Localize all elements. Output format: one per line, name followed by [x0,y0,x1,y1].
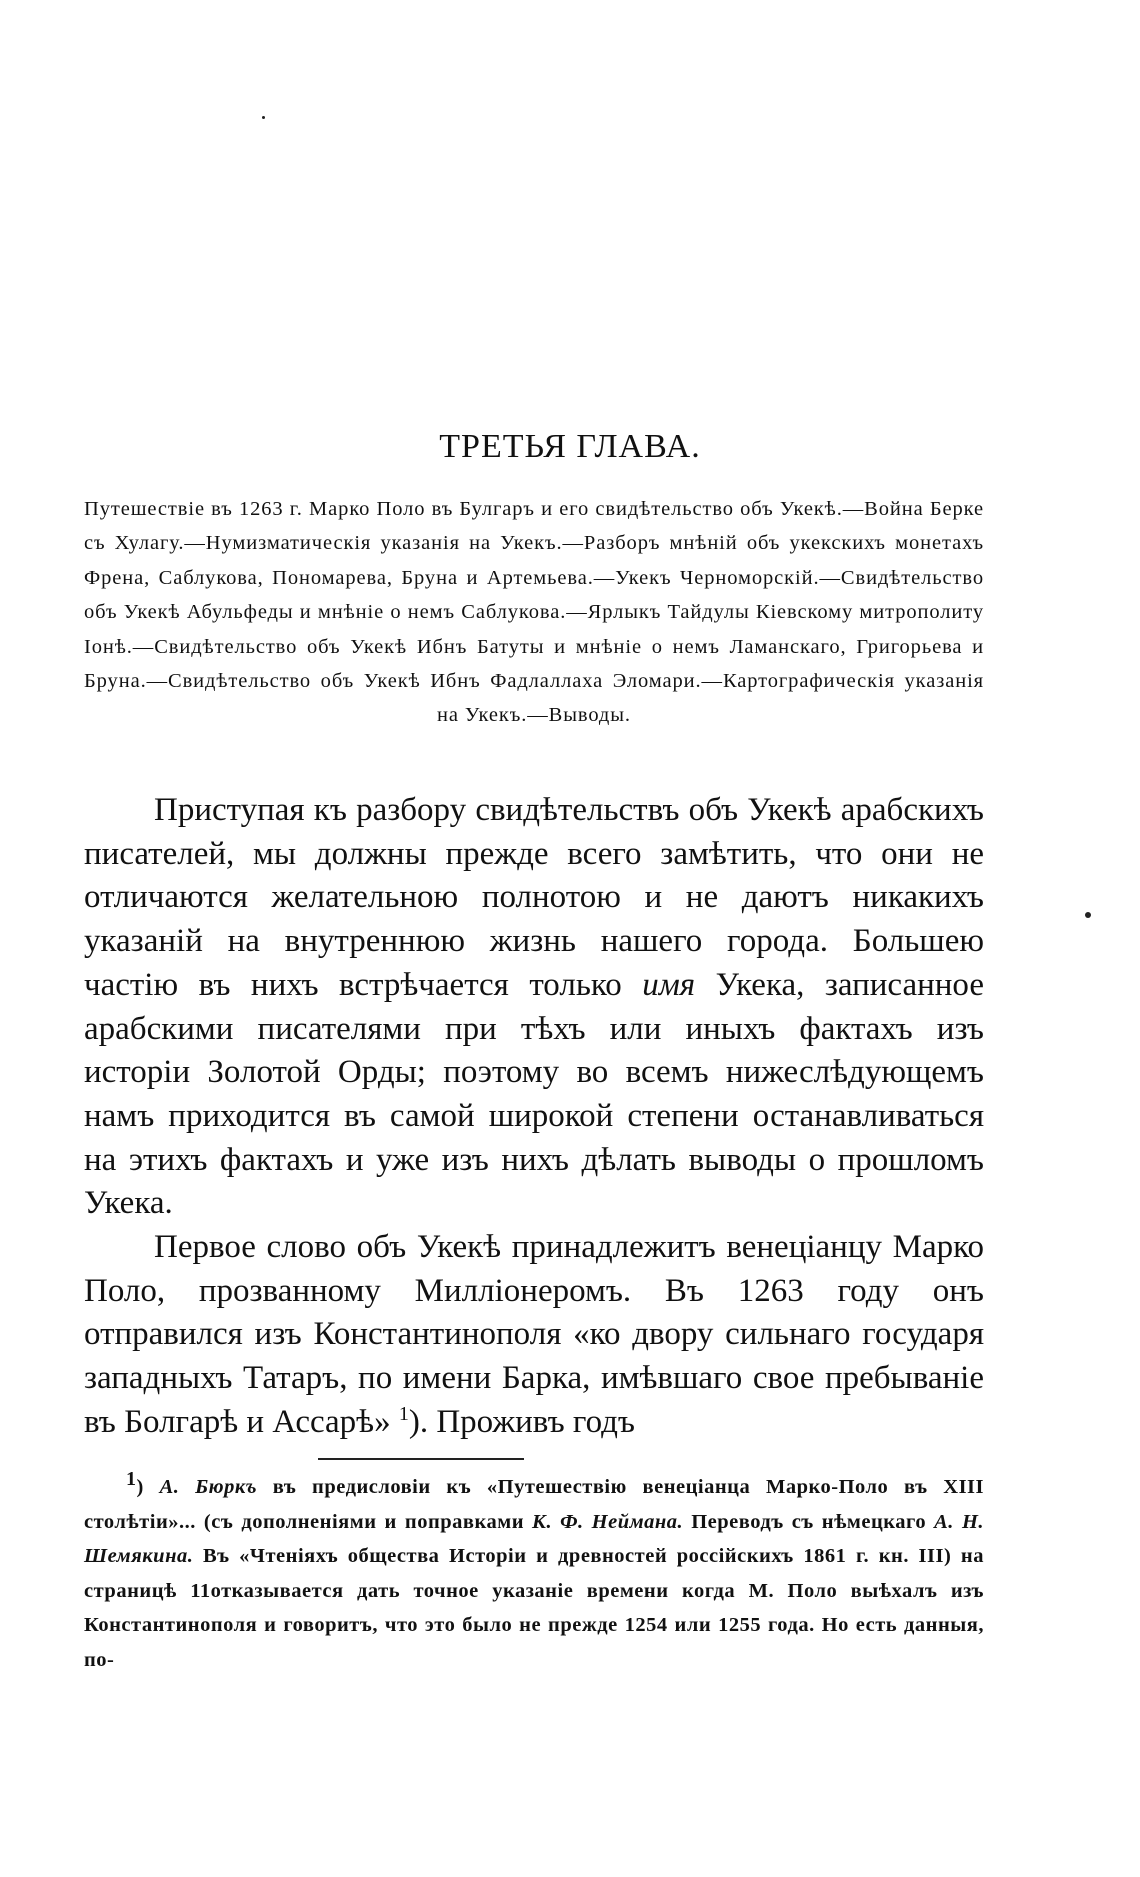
chapter-title: ТРЕТЬЯ ГЛАВА. [439,428,701,465]
footnote-text: Въ «Чтеніяхъ общества Исторіи и древностей россійскихъ 1861 г. кн. III) на страницѣ 11отказывается дать точное указаніе времени когда М. Поло выѣхалъ изъ Константинополя и говоритъ, что это было не прежде 1254 или 1255 года. Но есть данныя, по- [84,1545,984,1671]
paragraph-text: ). Проживъ годъ [408,1403,635,1440]
print-speck [1085,912,1091,918]
footnote-text: въ предисловіи къ «Путешествію венеціанца Марко-Поло въ XIII столѣтіи»... (съ дополненіями и поправками [84,1476,984,1533]
footnote-editor: К. Ф. Неймана. [532,1510,684,1533]
paragraph-1 [84,789,984,1226]
paragraph-text: Приступая къ разбору свидѣтельствъ объ Укекѣ арабскихъ писателей, мы должны прежде всего замѣтить, что они не отличаются желательною полнотою и не даютъ никакихъ указаній на внутреннюю жизнь нашего города. Большею частію въ нихъ встрѣчается только [84,792,984,1003]
footnote: 1) А. Бюркъ въ предисловіи къ «Путешествію венеціанца Марко-Поло въ XIII столѣтіи»... (съ дополненіями и поправками К. Ф. Неймана. Переводъ съ нѣмецкаго А. Н. Шемякина. Въ «Чтеніяхъ общества Исторіи и древностей россійскихъ 1861 г. кн. III) на страницѣ 11отказывается дать точное указаніе времени когда М. Поло выѣхалъ изъ Константинополя и говоритъ, что это было не прежде 1254 или 1255 года. Но есть данныя, по- [84,1468,985,1671]
footnote-translator: А. Н. Шемякина. [84,1510,985,1568]
emphasized-word: имя [642,966,696,1003]
print-speck [262,116,265,119]
paragraph-text: Укека, записанное арабскими писателями при тѣхъ или иныхъ фактахъ изъ исторіи Золотой Орды; поэтому во всемъ нижеслѣдующемъ намъ приходится въ самой широкой степени останавливаться на этихъ фактахъ и уже изъ нихъ дѣлать выводы о прошломъ Укека. [84,966,984,1222]
footnote-divider [318,1458,524,1460]
paragraph-2 [84,1226,984,1445]
paragraph-text: Первое слово объ Укекѣ принадлежитъ венеціанцу Марко Поло, прозванному Милліонеромъ. Въ 1263 году онъ отправился изъ Константинополя «ко двору сильнаго государя западныхъ Татаръ, по имени Барка, имѣвшаго свое пребываніе въ Болгарѣ и Ассарѣ» [84,1229,984,1440]
footnote-author: А. Бюркъ [159,1476,258,1498]
footnote-text: Переводъ съ нѣмецкаго [683,1510,935,1533]
chapter-summary: Путешествіе въ 1263 г. Марко Поло въ Булгаръ и его свидѣтельство объ Укекѣ.—Война Берке съ Хулагу.—Нумизматическія указанія на Укекъ.—Разборъ мнѣній объ укекскихъ монетахъ Френа, Саблукова, Пономарева, Бруна и Артемьева.—Укекъ Черноморскій.—Свидѣтельство объ Укекѣ Абульфеды и мнѣніе о немъ Саблукова.—Ярлыкъ Тайдулы Кіевскому митрополиту Іонѣ.—Свидѣтельство объ Укекѣ Ибнъ Батуты и мнѣніе о немъ Ламанскаго, Григорьева и Бруна.—Свидѣтельство объ Укекѣ Ибнъ Фадлаллаха Эломари.—Картографическія указанія на Укекъ.—Выводы. [84,498,984,727]
footnote-reference[interactable]: 1 [398,1402,409,1425]
body-text [84,789,984,1445]
footnote-marker: 1 [126,1468,137,1491]
